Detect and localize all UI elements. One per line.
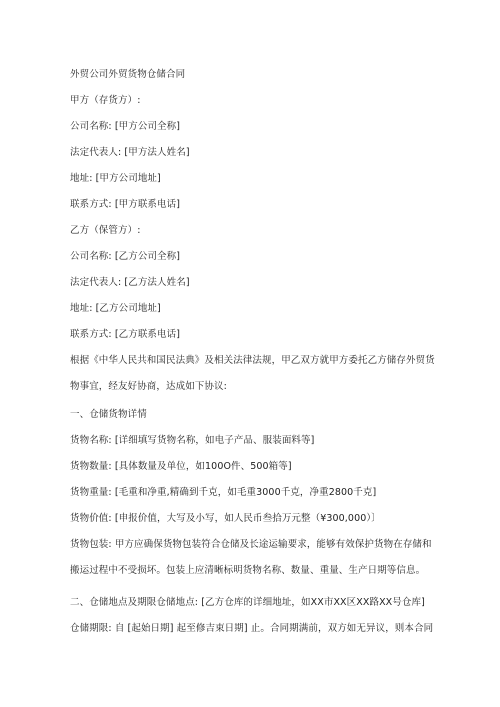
party-a-contact: 联系方式: [甲方联系电话] xyxy=(70,199,181,210)
document-title: 外贸公司外贸货物仓储合同 xyxy=(70,69,186,80)
storage-period: 仓储期限: 自 [起始日期] 起至修吉束日期] 止。合同期满前，双方如无异议，则本合同 xyxy=(70,623,434,634)
goods-weight: 货物重量: [毛重和净重,精确到千克，如毛重3000千克，净重2800千克] xyxy=(70,487,377,498)
section-1-heading: 一、仓储货物详情 xyxy=(70,409,147,420)
intro-line: 根据《中华人民共和国民法典》及相关法律法规，甲乙双方就甲方委托乙方储存外贸货 xyxy=(70,355,435,366)
goods-packaging: 搬运过程中不受损坏。包装上应清晰标明货物名称、数量、重量、生产日期等信息。 xyxy=(70,565,426,576)
party-a-company: 公司名称: [甲方公司全称] xyxy=(70,121,181,132)
goods-value: 货物价值: [申报价值，大写及小写，如人民币叁拾万元整（¥300,000）〕 xyxy=(70,513,381,524)
party-b-company: 公司名称: [乙方公司全称] xyxy=(70,251,181,262)
party-a-representative: 法定代表人: [甲方法人姓名] xyxy=(70,147,190,158)
goods-quantity: 货物数量: [具体数量及单位，如100O件、500箱等] xyxy=(70,461,292,472)
party-b-heading: 乙方（保管方）: xyxy=(70,225,141,236)
party-a-heading: 甲方（存货方）: xyxy=(70,95,141,106)
party-b-representative: 法定代表人: [乙方法人姓名] xyxy=(70,277,190,288)
goods-packaging: 货物包装: 甲方应确保货物包装符合仓储及长途运输要求，能够有效保护货物在存储和 xyxy=(70,539,432,550)
goods-name: 货物名称: [详细填写货物名称，如电子产品、服装面料等] xyxy=(70,435,315,446)
section-2-heading-location: 二、仓储地点及期限仓储地点: [乙方仓库的详细地址，如XX市XX区XX路XX号仓库] xyxy=(70,597,425,608)
party-b-address: 地址: [乙方公司地址] xyxy=(70,303,161,314)
party-a-address: 地址: [甲方公司地址] xyxy=(70,173,161,184)
party-b-contact: 联系方式: [乙方联系电话] xyxy=(70,329,181,340)
intro-line: 物事宜，经友好协商，达成如下协议: xyxy=(70,381,227,392)
